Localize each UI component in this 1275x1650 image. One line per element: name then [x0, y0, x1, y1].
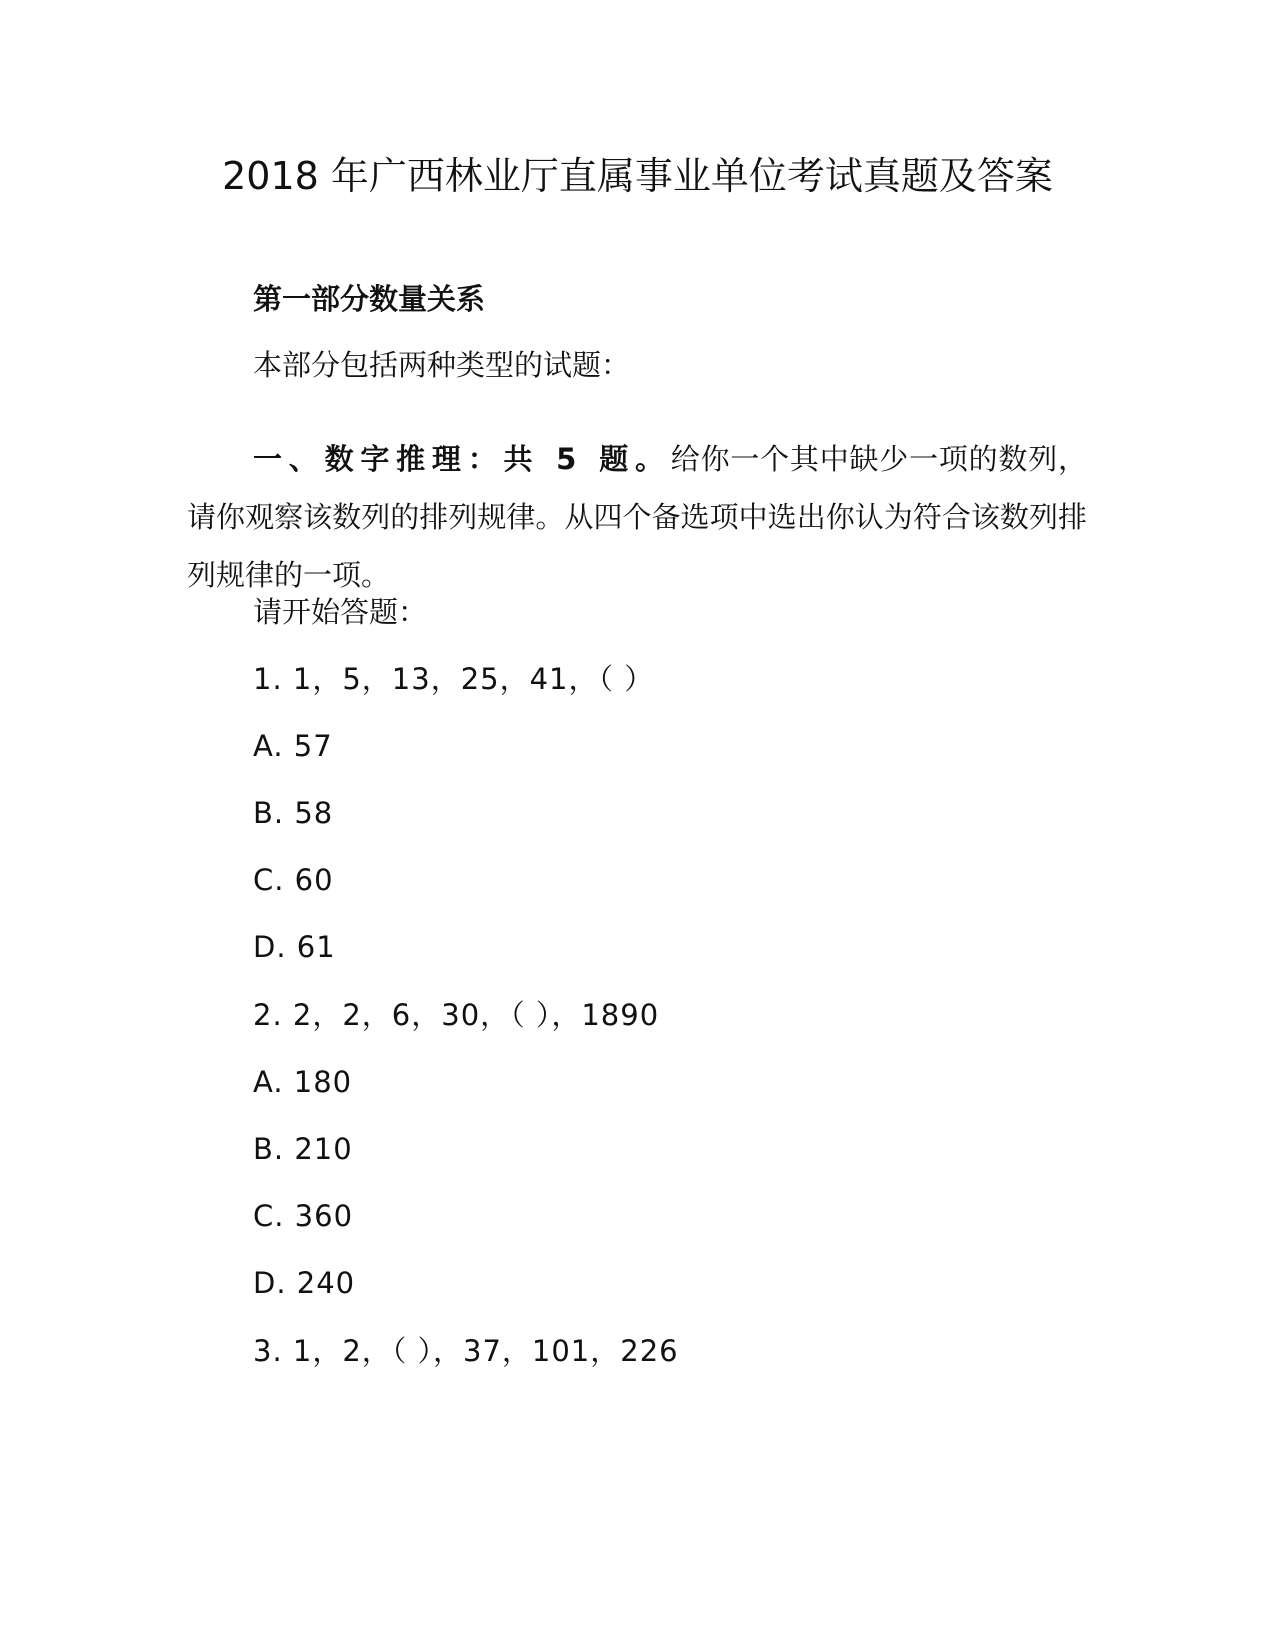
- question-2-option-c: C. 360: [253, 1199, 354, 1233]
- instruction-head: 一、数字推理：共 5 题。: [253, 442, 671, 476]
- instruction-paragraph: [187, 430, 1087, 604]
- question-2-stem: 2. 2，2，6，30，（ ），1890: [253, 998, 660, 1032]
- intro-text: 本部分包括两种类型的试题：: [253, 348, 631, 382]
- question-2-option-b: B. 210: [253, 1132, 353, 1166]
- start-prompt: 请开始答题：: [253, 595, 428, 629]
- question-1-option-b: B. 58: [253, 796, 334, 830]
- instruction-body: 给你一个其中缺少一项的数列，请你观察该数列的排列规律。从四个备选项中选出你认为符合该数列排列规律的一项。: [187, 442, 1087, 592]
- page-title: 2018 年广西林业厅直属事业单位考试真题及答案: [222, 154, 1053, 198]
- question-1-option-d: D. 61: [253, 930, 336, 964]
- question-2-option-d: D. 240: [253, 1266, 356, 1300]
- question-1-option-a: A. 57: [253, 729, 333, 763]
- question-1-stem: 1. 1，5，13，25，41，（ ）: [253, 662, 655, 696]
- question-2-option-a: A. 180: [253, 1065, 353, 1099]
- question-1-option-c: C. 60: [253, 863, 334, 897]
- section-heading: 第一部分数量关系: [253, 282, 486, 316]
- question-3-stem: 3. 1，2，（ ），37，101，226: [253, 1334, 679, 1368]
